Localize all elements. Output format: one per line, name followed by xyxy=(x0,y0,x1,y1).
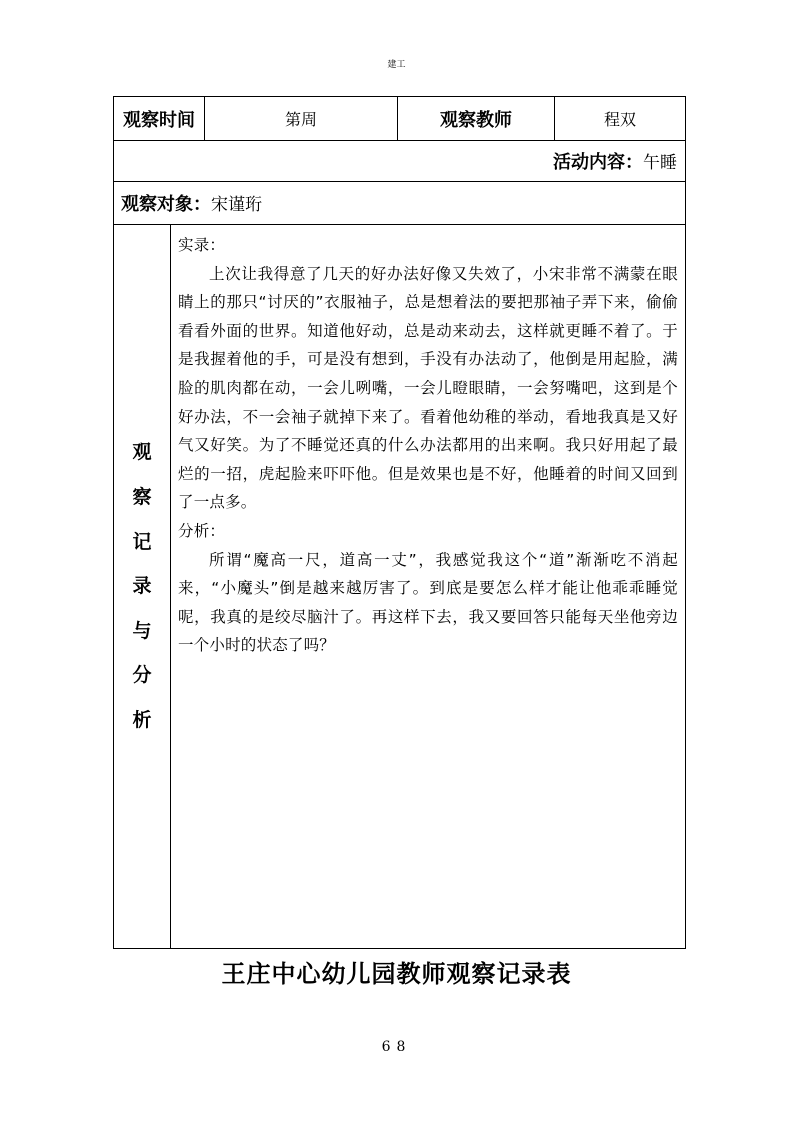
activity-cell xyxy=(114,141,686,182)
analysis-heading: 分析： xyxy=(178,521,226,540)
activity-label: 活动内容： xyxy=(553,152,643,173)
side-label-char: 析 xyxy=(132,708,152,731)
target-label: 观察对象： xyxy=(121,194,211,215)
table-row-record xyxy=(114,225,686,949)
observation-table xyxy=(113,96,686,949)
activity-value: 午睡 xyxy=(643,153,677,173)
target-value: 宋谨珩 xyxy=(211,195,262,215)
side-label-char: 录 xyxy=(132,575,152,598)
page-number: 68 xyxy=(381,1039,412,1055)
record-heading: 实录： xyxy=(178,236,226,254)
record-analysis-side-label xyxy=(114,225,171,949)
record-body-cell xyxy=(171,225,686,949)
table-row-header xyxy=(114,97,686,141)
record-text: 上次让我得意了几天的好办法好像又失效了，小宋非常不满蒙在眼睛上的那只“讨厌的”衣服袖子，总是想着法的要把那袖子弄下来，偷偷看看外面的世界。知道他好动，总是动来动去，这样就更睡不着了。于是我握着他的手，可是没有想到，手没有办法动了，他倒是用起脸，满脸的肌肉都在动，一会儿咧嘴，一会儿瞪眼睛，一会努嘴吧，这到是个好办法，不一会袖子就掉下来了。看着他幼稚的举动，看地我真是又好气又好笑。为了不睡觉还真的什么办法都用的出来啊。我只好用起了最烂的一招，虎起脸来吓吓他。但是效果也是不好，他睡着的时间又回到了一点多。 xyxy=(178,264,678,512)
observation-time-value: 第周 xyxy=(205,97,398,141)
analysis-text: 所谓“魔高一尺，道高一丈”，我感觉我这个“道”渐渐吃不消起来，“小魔头”倒是越来越厉害了。到底是要怎么样才能让他乖乖睡觉呢，我真的是绞尽脑汁了。再这样下去，我又要回答只能每天坐他旁边一个小时的状态了吗？ xyxy=(178,550,678,655)
document-title: 王庄中心幼儿园教师观察记录表 xyxy=(221,959,572,988)
side-label-char: 与 xyxy=(132,619,152,642)
side-label-char: 观 xyxy=(132,441,152,464)
target-cell xyxy=(114,182,686,225)
side-label-char: 分 xyxy=(132,664,152,687)
side-label-char: 察 xyxy=(132,486,152,509)
observer-teacher-label: 观察教师 xyxy=(398,97,555,141)
observation-time-label: 观察时间 xyxy=(114,97,205,141)
observer-teacher-value: 程双 xyxy=(555,97,686,141)
record-content xyxy=(171,225,685,660)
side-label-char: 记 xyxy=(132,530,152,553)
header-mark: 建工 xyxy=(387,60,406,70)
table-row-activity xyxy=(114,141,686,182)
table-row-target xyxy=(114,182,686,225)
